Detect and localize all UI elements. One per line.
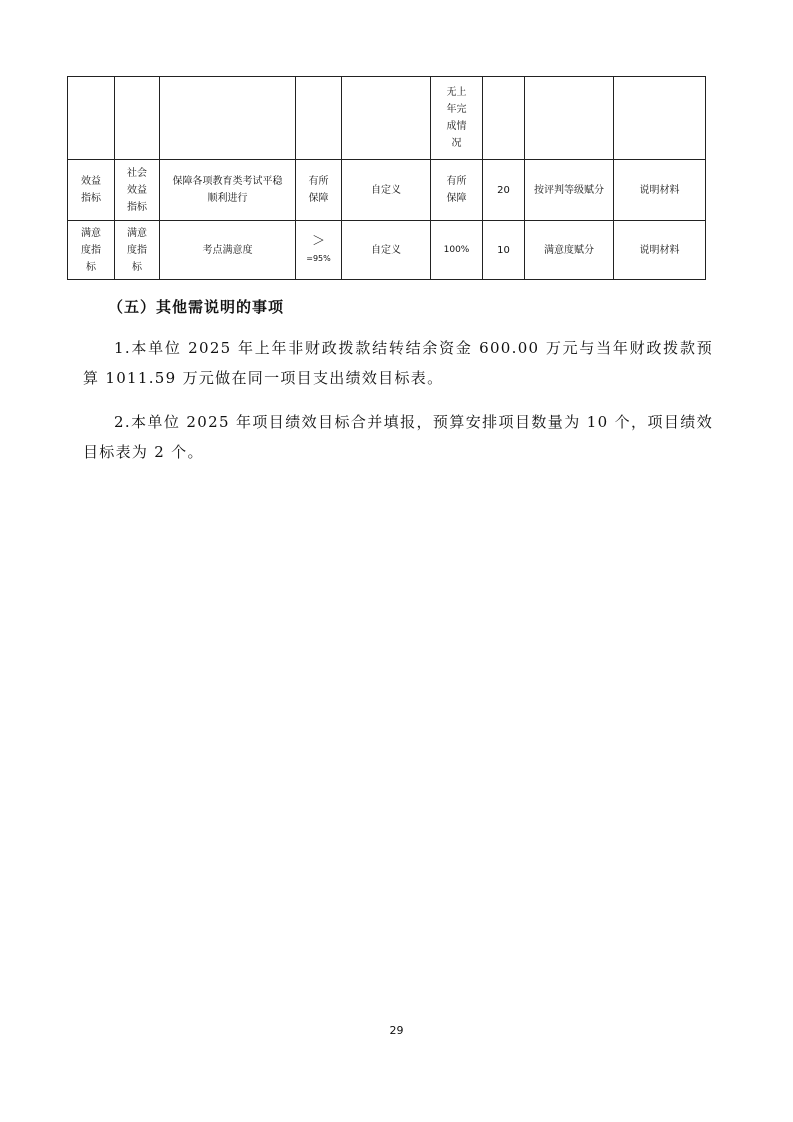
table-cell bbox=[68, 160, 115, 221]
cell-line: 满意 bbox=[127, 227, 147, 239]
cell-line: 度指 bbox=[81, 244, 101, 256]
table-cell bbox=[68, 221, 115, 280]
table-cell: 自定义 bbox=[342, 221, 431, 280]
paragraph: 2.本单位 2025 年项目绩效目标合并填报，预算安排项目数量为 10 个，项目绩效目标表为 2 个。 bbox=[83, 413, 713, 461]
table-cell bbox=[160, 221, 296, 280]
table-cell bbox=[614, 77, 706, 160]
table-cell: 10 bbox=[483, 221, 525, 280]
cell-line: 标 bbox=[86, 261, 96, 273]
cell-line: 指标 bbox=[127, 201, 147, 213]
cell-line: 有所 bbox=[446, 176, 467, 187]
cell-line: 社会 bbox=[127, 167, 147, 179]
table-cell: 说明材料 bbox=[614, 160, 706, 221]
cell-line: ＞ bbox=[311, 234, 325, 249]
cell-line: 况 bbox=[451, 138, 462, 149]
table-cell bbox=[115, 160, 160, 221]
cell-line: =95% bbox=[306, 254, 331, 263]
cell-line: 顺利进行 bbox=[207, 193, 248, 204]
table-cell bbox=[160, 160, 296, 221]
table-cell bbox=[296, 221, 342, 280]
table-row bbox=[68, 77, 706, 160]
table-cell bbox=[68, 77, 115, 160]
cell-line: 成情 bbox=[446, 121, 467, 132]
table-row bbox=[68, 160, 706, 221]
cell-line: 保障各项教育类考试平稳 bbox=[172, 176, 283, 187]
table-cell bbox=[296, 77, 342, 160]
cell-line: 指标 bbox=[81, 193, 101, 204]
cell-line: 效益 bbox=[127, 184, 147, 196]
table-cell: 按评判等级赋分 bbox=[525, 160, 614, 221]
cell-line: 度指 bbox=[127, 244, 147, 256]
section-heading: （五）其他需说明的事项 bbox=[108, 298, 285, 316]
table-cell bbox=[296, 160, 342, 221]
cell-line: 标 bbox=[132, 261, 142, 273]
cell-line: 年完 bbox=[446, 104, 467, 115]
table-cell: 说明材料 bbox=[614, 221, 706, 280]
cell-line: 考点满意度 bbox=[202, 244, 253, 256]
performance-target-table bbox=[67, 76, 706, 280]
page-number: 29 bbox=[389, 1024, 404, 1037]
cell-line: 效益 bbox=[81, 176, 101, 187]
table-row bbox=[68, 221, 706, 280]
cell-line: 保障 bbox=[446, 193, 467, 204]
cell-line: 满意 bbox=[81, 227, 101, 239]
table-cell bbox=[525, 77, 614, 160]
table-cell bbox=[431, 160, 483, 221]
table-cell bbox=[483, 77, 525, 160]
table-cell bbox=[342, 77, 431, 160]
paragraph: 1.本单位 2025 年上年非财政拨款结转结余资金 600.00 万元与当年财政拨款预算 1011.59 万元做在同一项目支出绩效目标表。 bbox=[83, 339, 713, 387]
table-cell: 满意度赋分 bbox=[525, 221, 614, 280]
table-cell bbox=[160, 77, 296, 160]
table-cell bbox=[115, 221, 160, 280]
cell-line: 保障 bbox=[308, 193, 329, 204]
table-cell: 自定义 bbox=[342, 160, 431, 221]
cell-line: 有所 bbox=[308, 176, 329, 187]
cell-line: 无上 bbox=[446, 87, 467, 98]
table-cell bbox=[115, 77, 160, 160]
table-cell bbox=[431, 221, 483, 280]
cell-line: 100% bbox=[443, 244, 470, 255]
table-cell: 20 bbox=[483, 160, 525, 221]
table-cell bbox=[431, 77, 483, 160]
